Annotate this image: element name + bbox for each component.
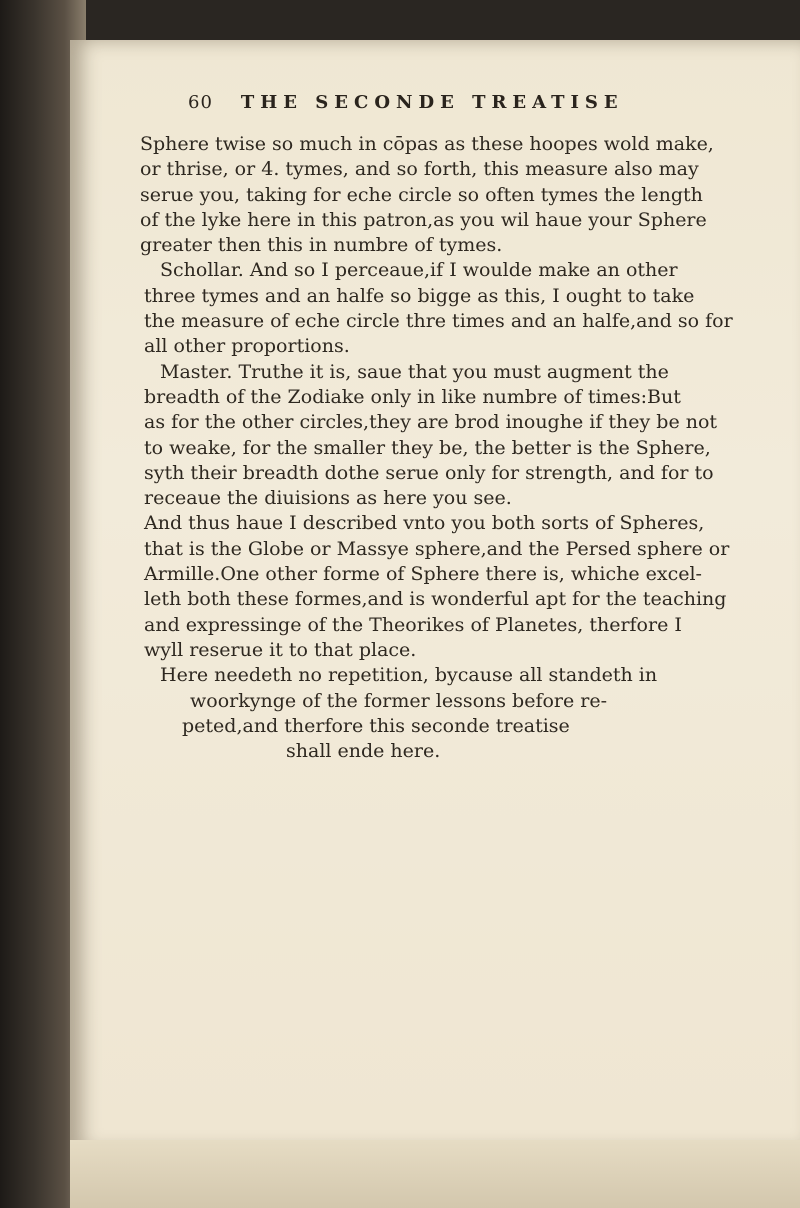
text-line: shall ende here. (286, 740, 441, 763)
body-text (140, 132, 780, 764)
text-line: And thus haue I described vnto you both sorts of Spheres, (144, 512, 705, 535)
text-line: Armille.One other forme of Sphere there is, whiche excel- (144, 563, 702, 586)
text-line: and expressinge of the Theorikes of Planetes, therfore I (144, 613, 682, 636)
text-line: syth their breadth dothe serue only for strength, and for to (144, 461, 714, 484)
text-line: or thrise, or 4. tymes, and so forth, this measure also may (140, 158, 699, 181)
text-line: Schollar. And so I perceaue,if I woulde make an other (160, 259, 678, 282)
page-number: 60 (188, 92, 213, 113)
text-line: as for the other circles,they are brod inoughe if they be not (144, 411, 718, 434)
text-line: breadth of the Zodiake only in like numbre of times:But (144, 385, 681, 408)
text-line: greater then this in numbre of tymes. (140, 234, 503, 257)
text-line: leth both these formes,and is wonderful apt for the teaching (144, 588, 727, 611)
text-line: three tymes and an halfe so bigge as this, I ought to take (144, 284, 695, 307)
text-line: Here needeth no repetition, bycause all standeth in (160, 664, 658, 687)
text-line: peted,and therfore this seconde treatise (182, 714, 570, 737)
text-line: that is the Globe or Massye sphere,and the Persed sphere or (144, 537, 730, 560)
text-line: to weake, for the smaller they be, the better is the Sphere, (144, 436, 711, 459)
text-line: woorkynge of the former lessons before re- (190, 689, 608, 712)
text-line: receaue the diuisions as here you see. (144, 487, 512, 510)
text-line: the measure of eche circle thre times and an halfe,and so for (144, 310, 733, 333)
text-line: wyll reserue it to that place. (144, 638, 417, 661)
text-line: Sphere twise so much in cōpas as these hoopes wold make, (140, 133, 714, 155)
text-line: Master. Truthe it is, saue that you must augment the (160, 360, 669, 383)
text-line: serue you, taking for eche circle so often tymes the length (140, 183, 703, 206)
running-title: THE SECONDE TREATISE (240, 92, 624, 113)
page-bottom-edge (70, 1140, 800, 1208)
running-header (188, 92, 748, 132)
text-line: of the lyke here in this patron,as you wil haue your Sphere (140, 208, 707, 231)
text-line: all other proportions. (144, 335, 350, 358)
